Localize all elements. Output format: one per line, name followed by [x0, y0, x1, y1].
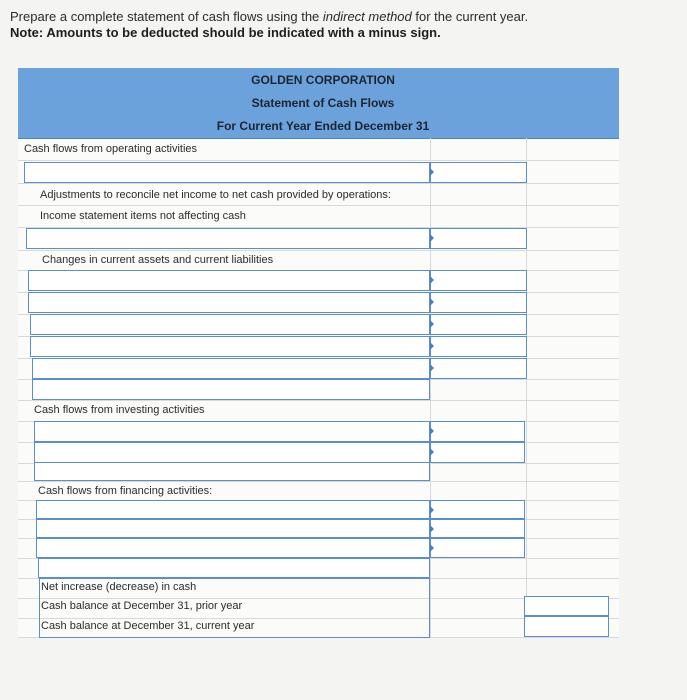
current-change-amount-3[interactable]: [430, 314, 527, 335]
balance-current-amount-input[interactable]: [524, 616, 609, 637]
financing-input-3[interactable]: [36, 538, 430, 558]
instruction-text-pre: Prepare a complete statement of cash flows using the: [10, 9, 323, 24]
financing-input-4[interactable]: [38, 558, 430, 578]
instructions: [10, 9, 528, 41]
operating-line-item-input[interactable]: [24, 162, 430, 183]
investing-amount-1[interactable]: [430, 421, 525, 442]
current-change-input-1[interactable]: [28, 270, 430, 291]
current-change-input-2[interactable]: [28, 292, 430, 313]
investing-amount-2[interactable]: [430, 442, 525, 463]
label-financing-activities: Cash flows from financing activities:: [38, 485, 213, 497]
current-change-amount-5[interactable]: [430, 358, 527, 379]
investing-input-1[interactable]: [34, 421, 430, 442]
current-change-input-6[interactable]: [32, 379, 430, 400]
row-divider: [18, 481, 619, 482]
current-change-input-3[interactable]: [30, 314, 430, 335]
financing-amount-3[interactable]: [430, 538, 525, 558]
cash-flow-worksheet: [18, 68, 619, 638]
current-change-amount-1[interactable]: [430, 270, 527, 291]
label-adjustments: Adjustments to reconcile net income to net cash provided by operations:: [40, 189, 391, 201]
financing-input-2[interactable]: [36, 519, 430, 538]
totals-block: [39, 578, 430, 638]
column-divider: [430, 138, 431, 638]
row-divider: [18, 160, 619, 161]
current-change-input-5[interactable]: [32, 358, 430, 379]
label-current-changes: Changes in current assets and current liabilities: [42, 254, 274, 266]
label-balance-prior: Cash balance at December 31, prior year: [41, 600, 243, 612]
row-divider: [18, 250, 619, 251]
investing-input-2[interactable]: [34, 442, 430, 463]
company-name: GOLDEN CORPORATION: [251, 73, 395, 87]
investing-input-3[interactable]: [34, 462, 430, 481]
balance-prior-amount-input[interactable]: [524, 596, 609, 616]
financing-amount-2[interactable]: [430, 519, 525, 538]
label-income-items: Income statement items not affecting cash: [40, 210, 246, 222]
financing-input-1[interactable]: [36, 500, 430, 519]
operating-amount-input[interactable]: [430, 162, 527, 183]
row-divider: [18, 205, 619, 206]
label-net-increase: Net increase (decrease) in cash: [41, 581, 197, 593]
column-divider: [526, 138, 527, 638]
row-divider: [18, 183, 619, 184]
income-item-input[interactable]: [26, 228, 430, 249]
current-change-amount-2[interactable]: [430, 292, 527, 313]
statement-period: For Current Year Ended December 31: [216, 119, 430, 133]
current-change-amount-4[interactable]: [430, 336, 527, 357]
label-operating-activities: Cash flows from operating activities: [24, 143, 198, 155]
statement-title: Statement of Cash Flows: [251, 96, 395, 110]
instruction-note: Note: Amounts to be deducted should be indicated with a minus sign.: [10, 25, 441, 40]
label-balance-current: Cash balance at December 31, current year: [41, 620, 255, 632]
statement-header: [18, 68, 619, 139]
instruction-text-post: for the current year.: [411, 9, 529, 24]
instruction-emphasis: indirect method: [322, 9, 412, 24]
label-investing-activities: Cash flows from investing activities: [34, 404, 205, 416]
financing-amount-1[interactable]: [430, 500, 525, 519]
row-divider: [18, 400, 619, 401]
income-item-amount-input[interactable]: [430, 228, 527, 249]
instruction-line: [10, 9, 528, 25]
current-change-input-4[interactable]: [30, 336, 430, 357]
